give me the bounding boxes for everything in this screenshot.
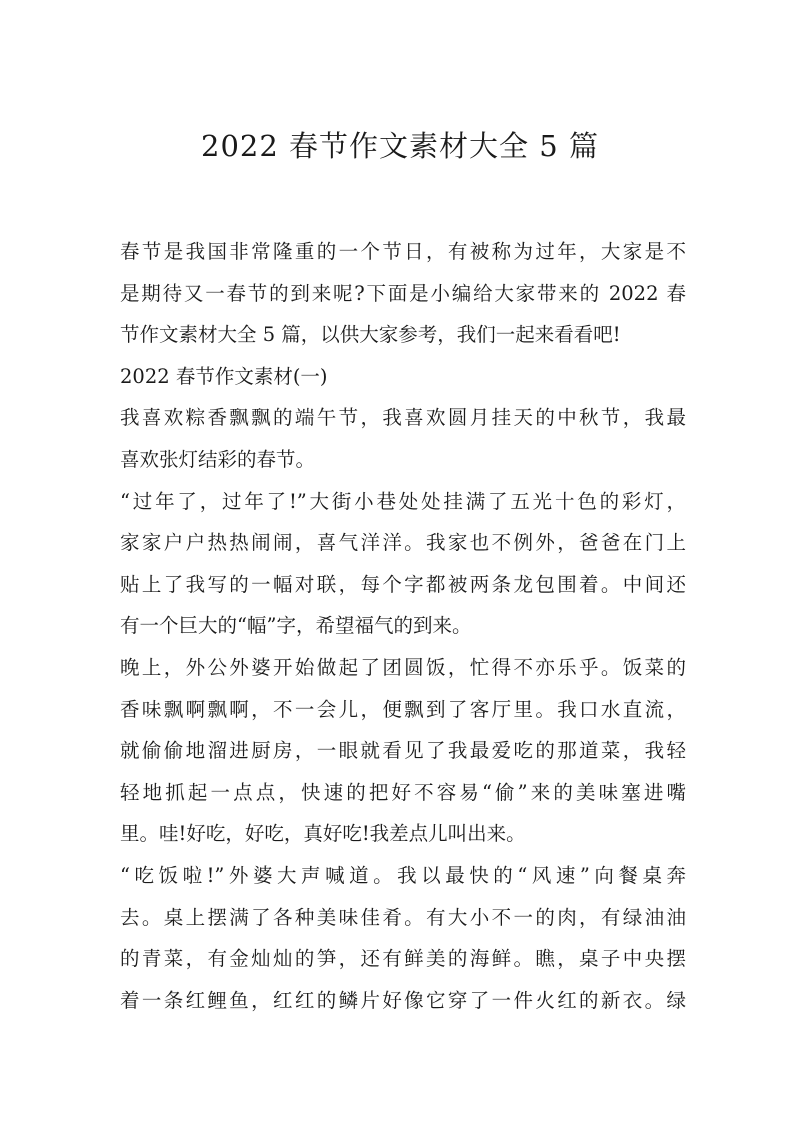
text-line: 家家户户热热闹闹，喜气洋洋。我家也不例外，爸爸在门上: [120, 531, 686, 555]
document-body: [120, 231, 686, 1021]
text-line: 2022 春节作文素材(一): [120, 364, 328, 388]
body-paragraph: [120, 481, 686, 647]
text-line: 是期待又一春节的到来呢?下面是小编给大家带来的 2022 春: [120, 281, 686, 305]
document-title: 2022 春节作文素材大全 5 篇: [201, 129, 599, 163]
text-line: 就偷偷地溜进厨房，一眼就看见了我最爱吃的那道菜，我轻: [120, 739, 686, 763]
text-line: 我喜欢粽香飘飘的端午节，我喜欢圆月挂天的中秋节，我最: [120, 406, 686, 430]
text-line: 春节是我国非常隆重的一个节日，有被称为过年，大家是不: [120, 240, 686, 263]
text-line: 晚上，外公外婆开始做起了团圆饭，忙得不亦乐乎。饭菜的: [120, 655, 686, 679]
intro-paragraph: [120, 231, 686, 356]
text-line: “吃饭啦!”外婆大声喊道。我以最快的“风速”向餐桌奔: [120, 863, 686, 887]
text-line: 节作文素材大全 5 篇，以供大家参考，我们一起来看看吧!: [120, 323, 621, 347]
text-line: “过年了，过年了!”大街小巷处处挂满了五光十色的彩灯，: [120, 489, 686, 513]
body-paragraph: [120, 647, 686, 855]
text-line: 去。桌上摆满了各种美味佳肴。有大小不一的肉，有绿油油: [120, 905, 686, 929]
section-heading: [120, 356, 686, 398]
text-line: 有一个巨大的“幅”字，希望福气的到来。: [120, 614, 472, 638]
text-line: 着一条红鲤鱼，红红的鳞片好像它穿了一件火红的新衣。绿: [120, 988, 686, 1012]
text-line: 贴上了我写的一幅对联，每个字都被两条龙包围着。中间还: [120, 572, 686, 596]
text-line: 的青菜，有金灿灿的笋，还有鲜美的海鲜。瞧，桌子中央摆: [120, 947, 686, 971]
body-paragraph: [120, 855, 686, 1021]
text-line: 里。哇!好吃，好吃，真好吃!我差点儿叫出来。: [120, 822, 526, 846]
body-paragraph: [120, 397, 686, 480]
text-line: 喜欢张灯结彩的春节。: [120, 447, 316, 471]
text-line: 香味飘啊飘啊，不一会儿，便飘到了客厅里。我口水直流，: [120, 697, 686, 721]
text-line: 轻地抓起一点点，快速的把好不容易“偷”来的美味塞进嘴: [120, 780, 686, 804]
